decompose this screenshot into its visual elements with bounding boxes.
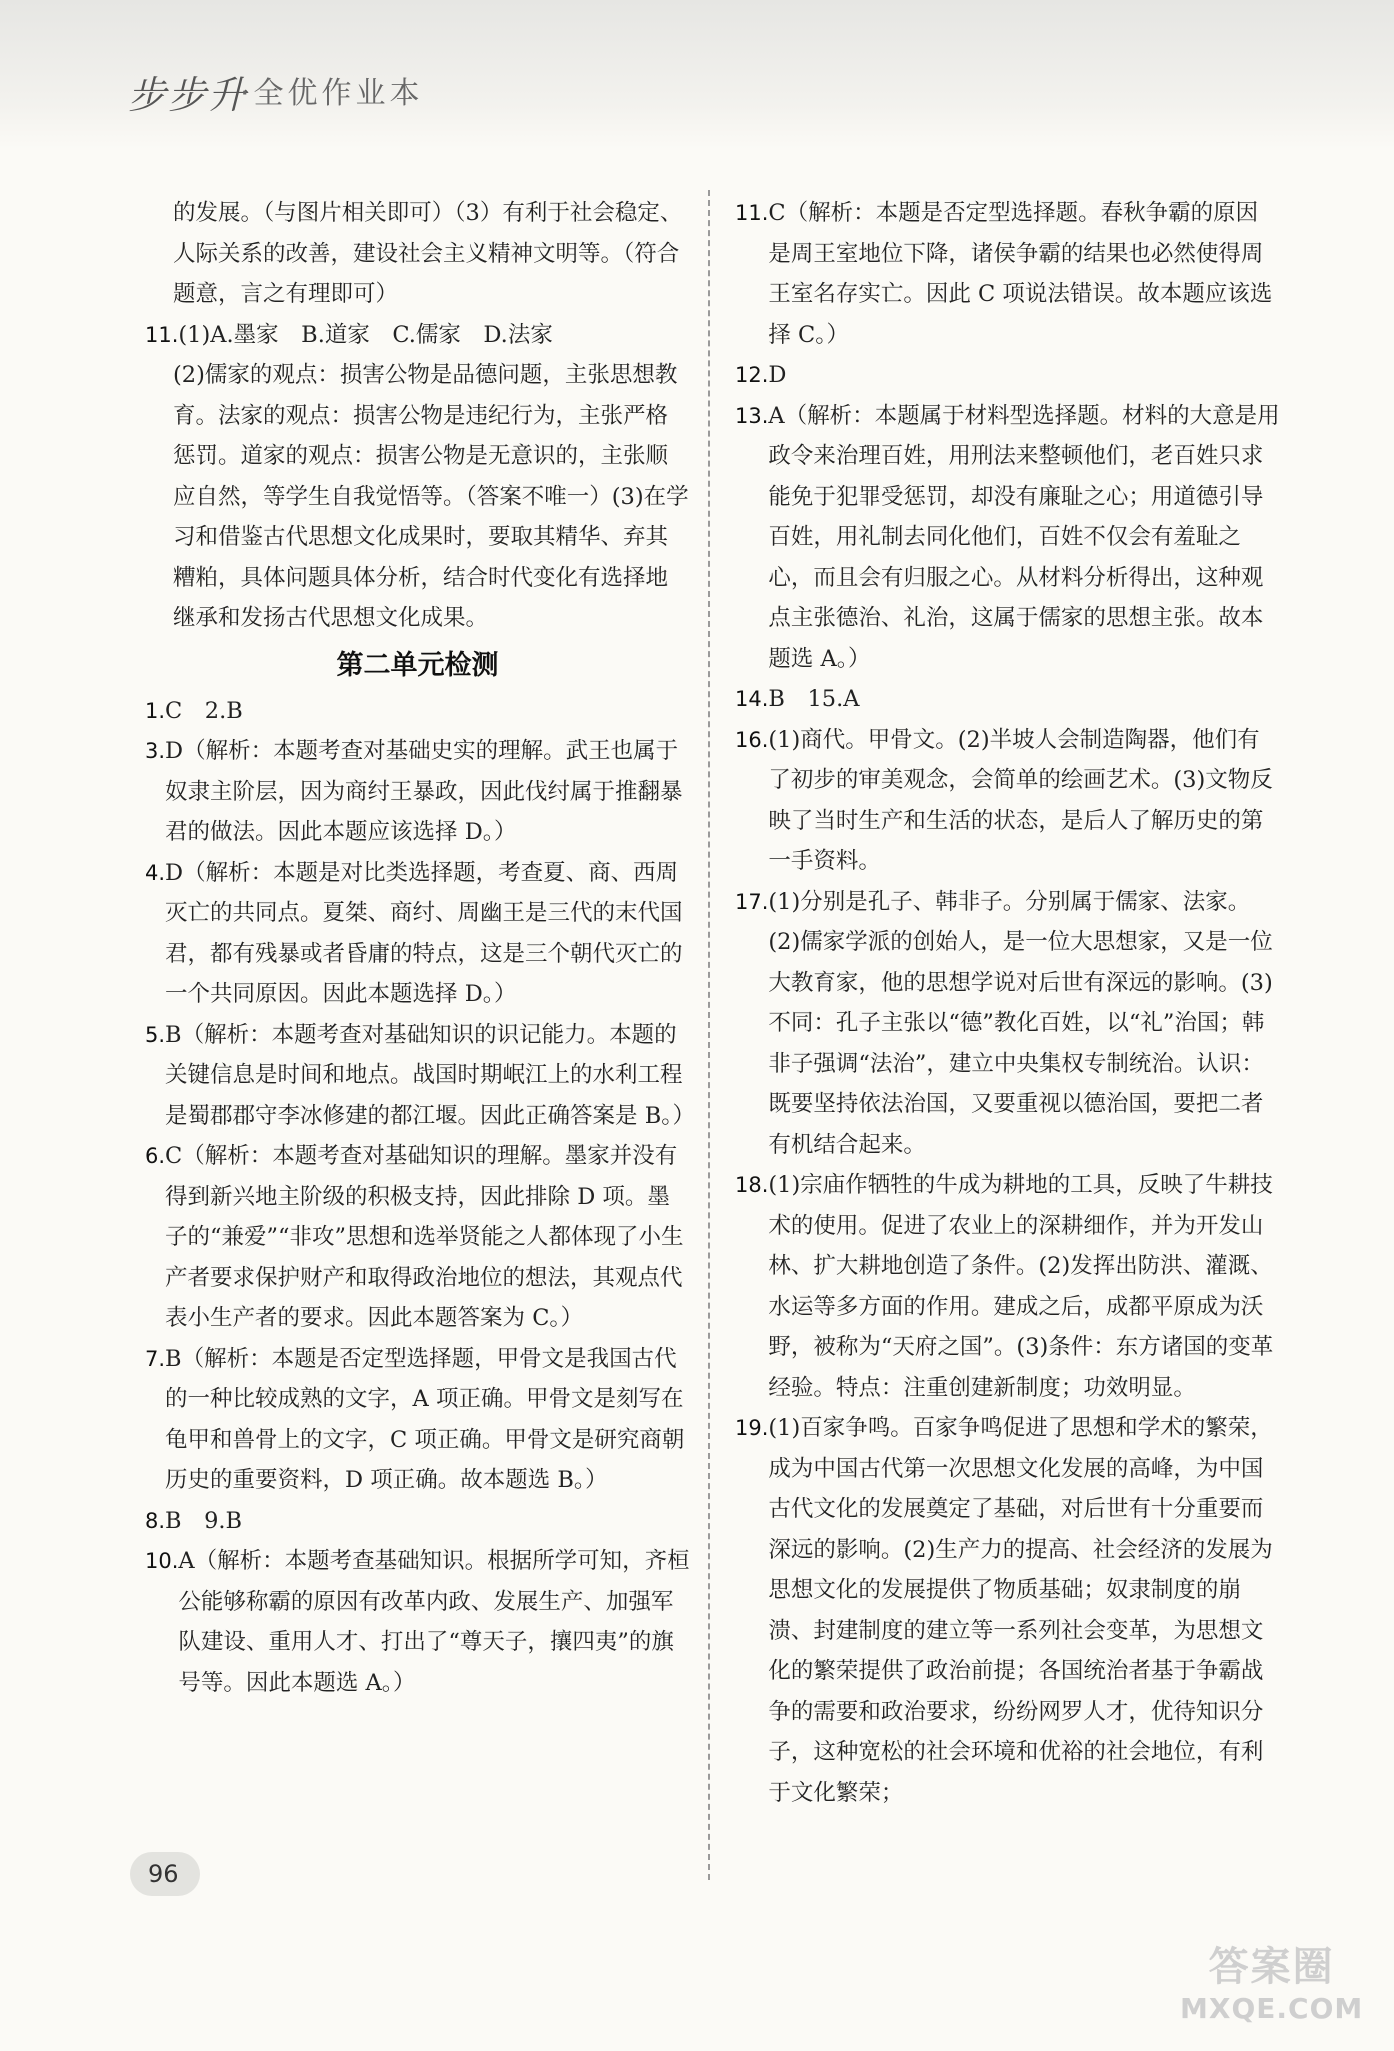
answer-item (145, 731, 690, 853)
item-number: 18. (735, 1173, 769, 1197)
column-divider (708, 190, 710, 1880)
continuation-paragraph: (2)儒家的观点：损害公物是品德问题，主张思想教育。法家的观点：损害公物是违纪行为，主张严格惩罚。道家的观点：损害公物是无意识的，主张顺应自然，等学生自我觉悟等。（答案不唯一）(3)在学习和借鉴古代思想文化成果时，要取其精华、弃其糟粕，具体问题具体分析，结合时代变化有选择地继承和发扬古代思想文化成果。 (173, 362, 689, 631)
page-number: 96 (130, 1852, 200, 1896)
item-text: A（解析：本题属于材料型选择题。材料的大意是用政令来治理百姓，用刑法来整顿他们，老百姓只求能免于犯罪受惩罚，却没有廉耻之心；用道德引导百姓，用礼制去同化他们，百姓不仅会有羞耻之心，而且会有归服之心。从材料分析得出，这种观点主张德治、礼治，这属于儒家的思想主张。故本题选 A。） (768, 402, 1280, 672)
item-number: 14. (735, 687, 769, 711)
item-text: A（解析：本题考查基础知识。根据所学可知，齐桓公能够称霸的原因有改革内政、发展生产、加强军队建设、重用人才、打出了“尊天子，攘四夷”的旗号等。因此本题选 A。） (178, 1548, 690, 1696)
watermark-url: MXQE.COM (1180, 1992, 1364, 2025)
item-text: (1)商代。甲骨文。(2)半坡人会制造陶器，他们有了初步的审美观念，会简单的绘画艺术。(3)文物反映了当时生产和生活的状态，是后人了解历史的第一手资料。 (768, 726, 1273, 874)
brand-subtitle: ·全优作业本 (240, 76, 424, 111)
item-text: B（解析：本题是否定型选择题，甲骨文是我国古代的一种比较成熟的文字，A 项正确。甲骨文是刻写在龟甲和兽骨上的文字，C 项正确。甲骨文是研究商朝历史的重要资料，D 项正确。故本题选 B。） (165, 1345, 685, 1493)
answer-item (735, 720, 1280, 882)
answer-item (145, 1339, 690, 1501)
answer-item (145, 315, 690, 356)
item-number: 6. (145, 1144, 166, 1168)
item-number: 10. (145, 1549, 179, 1573)
item-number: 3. (145, 739, 166, 763)
left-column (145, 193, 695, 1703)
item-number: 1. (145, 698, 166, 723)
item-number: 13. (735, 403, 769, 428)
continuation-text: 的发展。（与图片相关即可）（3）有利于社会稳定、人际关系的改善，建设社会主义精神文明等。（符合题意，言之有理即可） (173, 200, 683, 307)
item-text: C（解析：本题是否定型选择题。春秋争霸的原因是周王室地位下降，诸侯争霸的结果也必然使得周王室名存实亡。因此 C 项说法错误。故本题应该选择 C。） (768, 200, 1273, 348)
watermark-logo (1180, 1935, 1363, 2025)
item-text: (1)A.墨家 B.道家 C.儒家 D.法家 (178, 321, 553, 348)
item-number: 8. (145, 1508, 166, 1533)
item-number: 4. (145, 860, 166, 885)
item-text: (1)百家争鸣。百家争鸣促进了思想和学术的繁荣，成为中国古代第一次思想文化发展的高峰，为中国古代文化的发展奠定了基础，对后世有十分重要而深远的影响。(2)生产力的提高、社会经济的发展为思想文化的发展提供了物质基础；奴隶制度的崩溃、封建制度的建立等一系列社会变革，为思想文化的繁荣提供了政治前提；各国统治者基于争霸战争的需要和政治要求，纷纷网罗人才，优待知识分子，这种宽松的社会环境和优裕的社会地位，有利于文化繁荣； (768, 1415, 1273, 1806)
section-title: 第二单元检测 (336, 649, 499, 681)
answer-item (735, 355, 1280, 396)
item-text: C（解析：本题考查对基础知识的理解。墨家并没有得到新兴地主阶级的积极支持，因此排除 D 项。墨子的“兼爱”“非攻”思想和选举贤能之人都体现了小生产者要求保护财产和取得政治地位的想法，其观点代表小生产者的要求。因此本题答案为 C。） (165, 1143, 684, 1331)
answer-item (145, 1015, 695, 1137)
item-number: 17. (735, 889, 769, 914)
item-number: 11. (145, 322, 179, 347)
answer-item (145, 1501, 690, 1542)
answer-item (735, 882, 1280, 1166)
page-header (0, 0, 1394, 150)
answer-item (735, 193, 1280, 355)
item-number: 12. (735, 363, 769, 387)
answer-item (735, 1408, 1280, 1813)
item-text: D (768, 362, 787, 388)
answer-item (735, 679, 1280, 720)
answer-item (145, 853, 690, 1015)
item-text: B（解析：本题考查对基础知识的识记能力。本题的关键信息是时间和地点。战国时期岷江上的水利工程是蜀郡郡守李冰修建的都江堰。因此正确答案是 B。） (165, 1021, 695, 1129)
item-text: (1)分别是孔子、韩非子。分别属于儒家、法家。(2)儒家学派的创始人，是一位大思想家，又是一位大教育家，他的思想学说对后世有深远的影响。(3)不同：孔子主张以“德”教化百姓，以“礼”治国；韩非子强调“法治”，建立中央集权专制统治。认识：既要坚持依法治国，又要重视以德治国，要把二者有机结合起来。 (768, 888, 1273, 1158)
item-text: B 15.A (768, 686, 860, 712)
brand-logo: 步步升 (128, 73, 249, 117)
right-column (735, 193, 1280, 1813)
item-text: D（解析：本题是对比类选择题，考查夏、商、西周灭亡的共同点。夏桀、商纣、周幽王是三代的末代国君，都有残暴或者昏庸的特点，这是三个朝代灭亡的一个共同原因。因此本题选择 D。） (165, 859, 683, 1007)
item-number: 11. (735, 201, 769, 225)
answer-item (145, 1541, 690, 1703)
item-number: 16. (735, 727, 769, 752)
answer-item (145, 691, 690, 732)
item-text: (1)宗庙作牺牲的牛成为耕地的工具，反映了牛耕技术的使用。促进了农业上的深耕细作，并为开发山林、扩大耕地创造了条件。(2)发挥出防洪、灌溉、水运等多方面的作用。建成之后，成都平原成为沃野，被称为“天府之国”。(3)条件：东方诸国的变革经验。特点：注重创建新制度；功效明显。 (768, 1172, 1274, 1401)
item-number: 7. (145, 1346, 166, 1371)
watermark-text: 答案圈 (1208, 1944, 1335, 1990)
answer-item (735, 396, 1280, 680)
item-text: D（解析：本题考查对基础史实的理解。武王也属于奴隶主阶层，因为商纣王暴政，因此伐纣属于推翻暴君的做法。因此本题应该选择 D。） (165, 738, 683, 845)
answer-item (145, 1136, 690, 1339)
item-number: 5. (145, 1022, 166, 1047)
answer-item (735, 1165, 1280, 1408)
item-text: B 9.B (165, 1507, 243, 1534)
item-text: C 2.B (165, 697, 243, 724)
item-number: 19. (735, 1416, 769, 1440)
